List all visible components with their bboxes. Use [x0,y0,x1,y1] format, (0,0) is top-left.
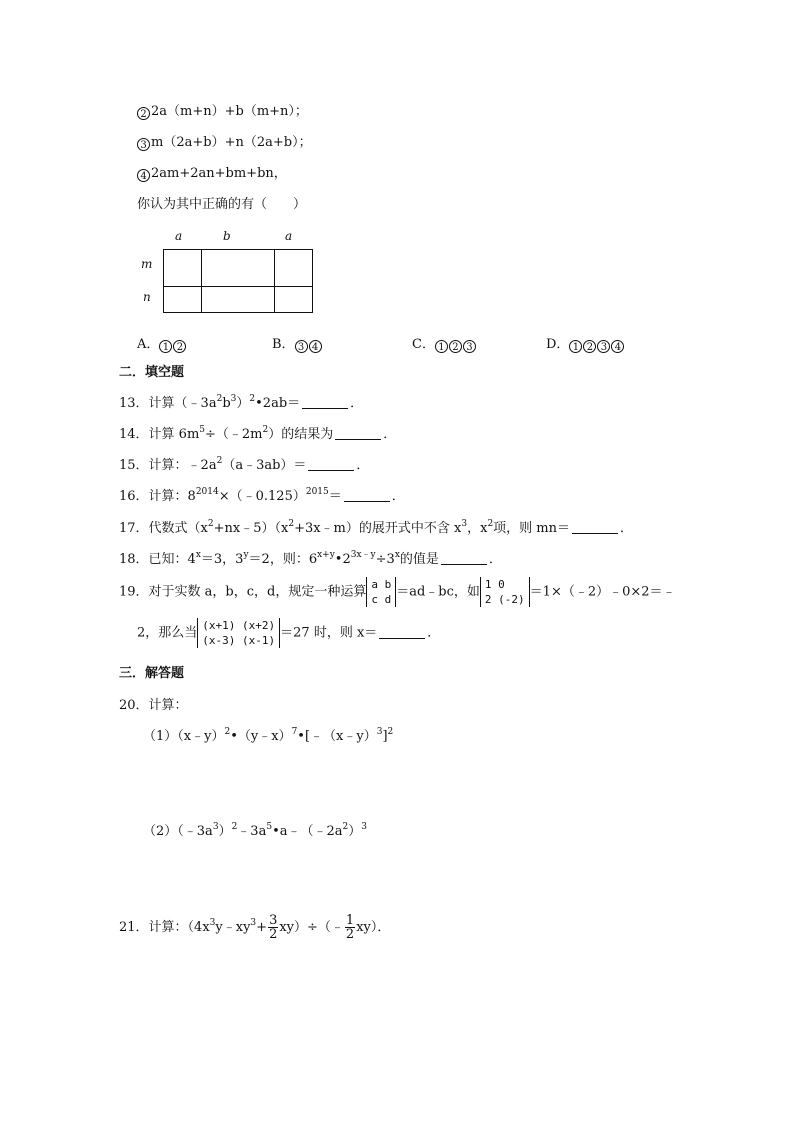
question-19-line-2: 2，那么当 (x+1) (x+2) (x-3) (x-1) ＝27 时，则 x＝ ． [137,619,441,647]
question-13: 13．计算$(﹣3a^2b^3)^2•2ab=$ ． [119,394,364,411]
question-21: 21．计算：（$4x^3y﹣xy^3+$ $\frac{3}{2}$ xy）÷（﹣ $\frac{1}{2}$ xy）． [119,913,391,942]
circled-number: 4 [137,169,150,182]
item-3: 3 m（2a+b）+n（2a+b）； [137,134,312,152]
circled-number: 3 [137,138,150,151]
question-prompt: 你认为其中正确的有（ ） [137,197,307,212]
grid-cell [202,287,275,313]
grid-cell [164,250,202,287]
answer-blank[interactable] [344,489,390,502]
option-a: A． 1 2 [137,333,187,353]
grid-cell [202,250,275,287]
answer-blank[interactable] [572,521,618,534]
determinant: a b c d [366,577,396,607]
figure-label-top: a [175,229,183,243]
question-16: 16．计算：$8^{2014}\times(﹣0.125)^{2015}=$ ． [119,487,405,504]
figure-label-side: n [143,290,151,304]
grid-cell [275,250,313,287]
question-17: 17．代数式$(x^2+nx﹣5)(x^2+3x﹣m)$的展开式中不含 $x^3$，$x^2$项，则 mn＝ ． [119,519,634,536]
question-19-line-1: 19．对于实数 a，b，c，d，规定一种运算 a b c d ＝ad﹣bc，如 1 0 2 (-2) ＝1×（﹣2）﹣0×2＝﹣ [119,578,676,606]
grid-cell [275,287,313,313]
fraction: $\frac{1}{2}$ [345,913,355,942]
option-d: D． 1 2 3 4 [546,333,625,353]
answer-blank[interactable] [441,552,487,565]
figure-label-top: b [223,229,231,243]
question-20-part-2: $(2)(﹣3a^3)^2﹣3a^5•a﹣(﹣2a^2)^3$ [143,822,367,839]
answer-blank[interactable] [335,427,381,440]
section-title: 二．填空题 [119,365,185,380]
determinant: (x+1) (x+2) (x-3) (x-1) [197,618,280,648]
item-4: 4 2am+2an+bm+bn， [137,165,287,183]
question-20-part-1: （1）（x﹣y）$^2$•（y﹣x）$^7$•[﹣（x﹣y）$^3$]$^2$ [143,727,394,744]
circled-number: 2 [137,107,150,120]
figure-grid [163,249,313,313]
question-14: 14．计算 $6m^5\div(﹣2m^2)$的结果为 ． [119,425,397,442]
answer-blank[interactable] [379,626,425,639]
determinant: 1 0 2 (-2) [480,577,530,607]
option-c: C． 1 2 3 [412,333,477,353]
figure-label-side: m [141,257,153,271]
answer-blank[interactable] [302,396,348,409]
grid-cell [164,287,202,313]
fraction: $\frac{3}{2}$ [269,913,278,942]
figure-label-top: a [285,229,293,243]
question-15: 15．计算：$﹣2a^2(a﹣3ab)=$ ． [119,456,370,473]
option-b: B． 3 4 [272,333,323,353]
section-title: 三．解答题 [119,666,185,681]
item-2: 2 2a（m+n）+b（m+n）； [137,103,308,121]
answer-blank[interactable] [308,458,354,471]
question-18: 18．已知：$4^x=3$，$3^y=2$，则：$6^{x+y}•2^{3x﹣y}\div 3^x$的值是 ． [119,550,502,567]
question-20: 20．计算： [119,698,188,713]
